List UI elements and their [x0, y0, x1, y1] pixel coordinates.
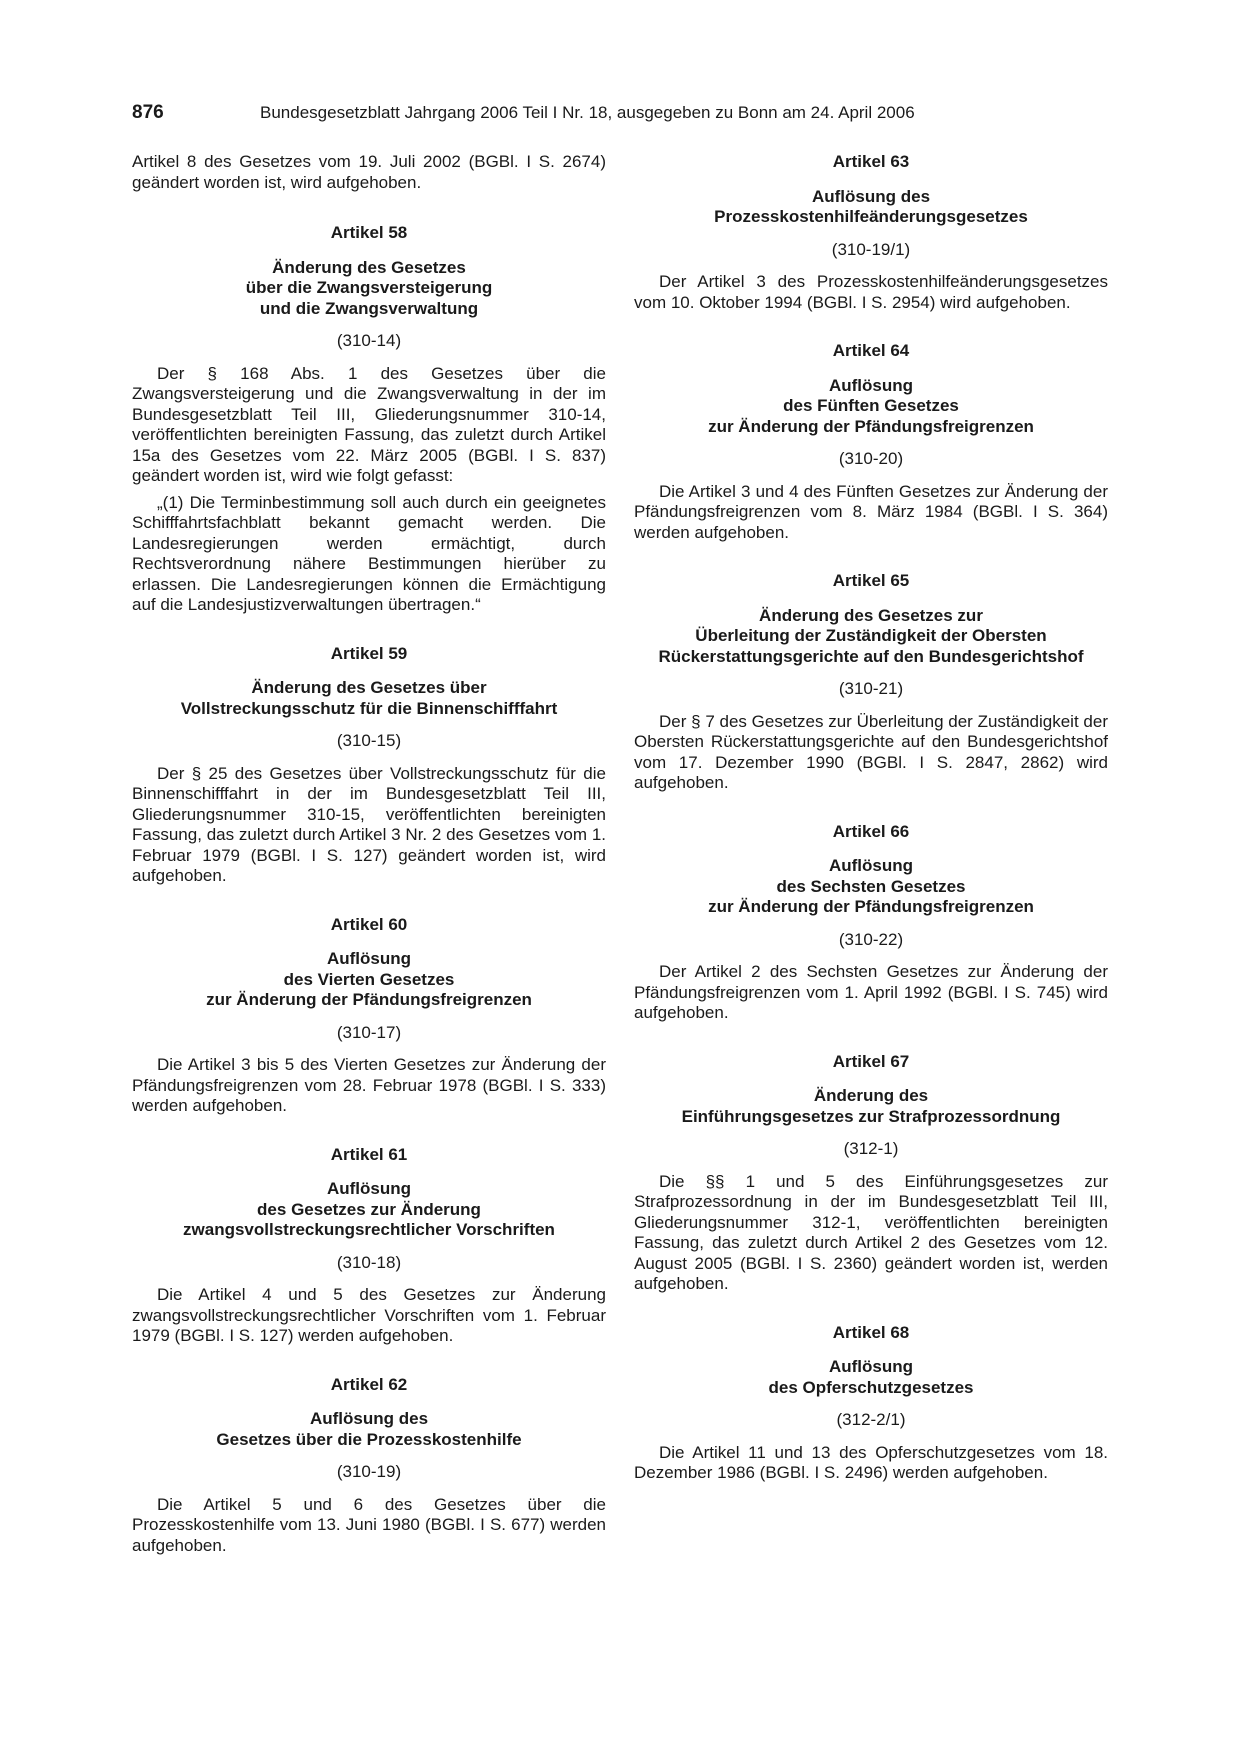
article-title-line: Prozesskostenhilfeänderungsgesetzes [714, 207, 1028, 226]
article-title [132, 1179, 606, 1241]
article-title-line: Auflösung [828, 375, 914, 395]
article-title [132, 1409, 606, 1450]
article-number: Artikel 66 [832, 821, 910, 841]
article-body: Der § 25 des Gesetzes über Vollstreckungsschutz für die Binnenschifffahrt in der im Bundesgesetzblatt Teil III, Gliederungsnummer 310-15, veröffentlichten bereinigten Fassung, das zuletzt durch Artikel 3 Nr. 2 des Gesetzes vom 1. Februar 1979 (BGBl. I S. 127) geändert worden ist, wird aufgehoben. [132, 763, 606, 885]
article-fna: (310-14) [336, 331, 402, 350]
article-title-line: des Opferschutzgesetzes [768, 1377, 974, 1397]
article-body: Der § 168 Abs. 1 des Gesetzes über die Zwangsversteigerung und die Zwangsverwaltung in der im Bundesgesetzblatt Teil III, Gliederungsnummer 310-14, veröffentlichten bereinigten Fassung, das zuletzt durch Artikel 15a des Gesetzes vom 22. März 2005 (BGBl. I S. 837) geändert worden ist, wird wie folgt gefasst: [132, 363, 606, 485]
article-quote: „(1) Die Terminbestimmung soll auch durch ein geeignetes Schifffahrtsfachblatt bekannt gemacht werden. Die Landesregierungen werden ermächtigt, durch Rechtsverordnung nähere Bestimmungen hierüber zu erlassen. Die Landesregierungen können die Ermächtigung auf die Landesjustizverwaltungen übertragen.“ [132, 492, 606, 614]
article-title [132, 258, 606, 320]
article-fna: (310-18) [336, 1252, 402, 1272]
article-title-line: zur Änderung der Pfändungsfreigrenzen [708, 416, 1034, 436]
article-title-line: über die Zwangsversteigerung [245, 278, 493, 297]
article-number: Artikel 67 [832, 1051, 910, 1071]
article-61 [132, 1145, 606, 1347]
article-title-line: Änderung des [813, 1086, 929, 1105]
article-64 [634, 341, 1108, 543]
article-fna: (312-2/1) [836, 1410, 906, 1429]
article-fna: (310-20) [838, 449, 904, 468]
article-title [634, 856, 1108, 918]
article-number: Artikel 60 [330, 914, 408, 934]
article-fna: (312-1) [843, 1139, 899, 1158]
article-title-line: Auflösung [326, 1179, 412, 1198]
article-title-line: Auflösung [326, 949, 412, 968]
article-body: Der § 7 des Gesetzes zur Überleitung der Zuständigkeit der Obersten Rückerstattungsgerichte auf den Bundesgerichtshof vom 17. Dezember 1990 (BGBl. I S. 2847, 2862) wird aufgehoben. [634, 711, 1108, 792]
continuation-text: Artikel 8 des Gesetzes vom 19. Juli 2002 (BGBl. I S. 2674) geändert worden ist, wird aufgehoben. [132, 152, 606, 192]
article-body: Der Artikel 3 des Prozesskostenhilfeänderungsgesetzes vom 10. Oktober 1994 (BGBl. I S. 2954) wird aufgehoben. [634, 272, 1108, 312]
article-63 [634, 152, 1108, 313]
article-60 [132, 915, 606, 1117]
article-title-line: Auflösung des [309, 1409, 429, 1428]
article-number: Artikel 63 [832, 152, 910, 171]
article-title-line: des Vierten Gesetzes [283, 969, 455, 989]
article-title-line: zwangsvollstreckungsrechtlicher Vorschriften [183, 1220, 555, 1239]
article-title-line: des Fünften Gesetzes [783, 396, 959, 415]
article-body: Die Artikel 4 und 5 des Gesetzes zur Änderung zwangsvollstreckungsrechtlicher Vorschriften vom 1. Februar 1979 (BGBl. I S. 127) werden aufgehoben. [132, 1285, 606, 1345]
article-number: Artikel 62 [330, 1374, 408, 1394]
article-title-line: Überleitung der Zuständigkeit der Obersten [695, 626, 1047, 645]
article-title-line: Auflösung [828, 1357, 914, 1376]
article-fna: (310-22) [838, 929, 904, 949]
article-title [634, 376, 1108, 438]
article-title-line: und die Zwangsverwaltung [259, 298, 479, 318]
article-body: Die Artikel 5 und 6 des Gesetzes über die Prozesskostenhilfe vom 13. Juni 1980 (BGBl. I S. 677) werden aufgehoben. [132, 1494, 606, 1555]
article-68 [634, 1323, 1108, 1484]
article-fna: (310-19) [336, 1462, 402, 1481]
article-number: Artikel 61 [330, 1144, 408, 1164]
article-title [132, 678, 606, 719]
article-fna: (310-21) [838, 679, 904, 698]
left-column [132, 152, 606, 1584]
article-title-line: Einführungsgesetzes zur Strafprozessordnung [681, 1106, 1061, 1126]
article-66 [634, 822, 1108, 1024]
article-title-line: zur Änderung der Pfändungsfreigrenzen [708, 897, 1034, 916]
article-title-line: Änderung des Gesetzes zur [759, 605, 983, 625]
article-body: Der Artikel 2 des Sechsten Gesetzes zur Änderung der Pfändungsfreigrenzen vom 1. April 1992 (BGBl. I S. 745) wird aufgehoben. [634, 962, 1108, 1022]
article-title-line: Änderung des Gesetzes [272, 257, 466, 277]
article-title-line: des Gesetzes zur Änderung [257, 1199, 481, 1219]
article-title-line: Änderung des Gesetzes über [251, 678, 487, 697]
article-number: Artikel 65 [832, 571, 910, 590]
article-59 [132, 644, 606, 887]
article-body: Die Artikel 3 bis 5 des Vierten Gesetzes zur Änderung der Pfändungsfreigrenzen vom 28. Februar 1978 (BGBl. I S. 333) werden aufgehoben. [132, 1055, 606, 1115]
article-title-line: Vollstreckungsschutz für die Binnenschifffahrt [180, 698, 558, 718]
article-title-line: Rückerstattungsgerichte auf den Bundesgerichtshof [658, 646, 1084, 666]
right-column [634, 152, 1108, 1512]
article-65 [634, 571, 1108, 794]
article-title [634, 1357, 1108, 1398]
article-fna: (310-19/1) [831, 239, 911, 259]
article-title [634, 187, 1108, 228]
article-body: Die Artikel 11 und 13 des Opferschutzgesetzes vom 18. Dezember 1986 (BGBl. I S. 2496) werden aufgehoben. [634, 1442, 1108, 1482]
article-58 [132, 223, 606, 616]
article-title [634, 1086, 1108, 1127]
article-title-line: Auflösung [828, 856, 914, 875]
page-number: 876 [132, 102, 164, 123]
article-fna: (310-17) [336, 1022, 402, 1042]
article-title-line: Auflösung des [811, 186, 931, 206]
article-number: Artikel 68 [832, 1322, 910, 1342]
article-67 [634, 1052, 1108, 1295]
article-number: Artikel 58 [330, 223, 408, 242]
article-title-line: zur Änderung der Pfändungsfreigrenzen [206, 990, 532, 1009]
article-title [132, 949, 606, 1011]
article-title [634, 606, 1108, 668]
article-body: Die Artikel 3 und 4 des Fünften Gesetzes zur Änderung der Pfändungsfreigrenzen vom 8. März 1984 (BGBl. I S. 364) werden aufgehoben. [634, 481, 1108, 542]
running-title: Bundesgesetzblatt Jahrgang 2006 Teil I Nr. 18, ausgegeben zu Bonn am 24. April 2006 [260, 103, 915, 122]
article-62 [132, 1375, 606, 1557]
article-body: Die §§ 1 und 5 des Einführungsgesetzes zur Strafprozessordnung in der im Bundesgesetzblatt Teil III, Gliederungsnummer 312-1, veröffentlichten bereinigten Fassung, das zuletzt durch Artikel 2 des Gesetzes vom 12. August 2005 (BGBl. I S. 2360) geändert worden ist, werden aufgehoben. [634, 1171, 1108, 1293]
article-number: Artikel 64 [832, 341, 910, 360]
article-fna: (310-15) [336, 731, 402, 750]
article-title-line: Gesetzes über die Prozesskostenhilfe [216, 1429, 522, 1449]
article-number: Artikel 59 [330, 643, 408, 663]
article-title-line: des Sechsten Gesetzes [776, 876, 966, 896]
